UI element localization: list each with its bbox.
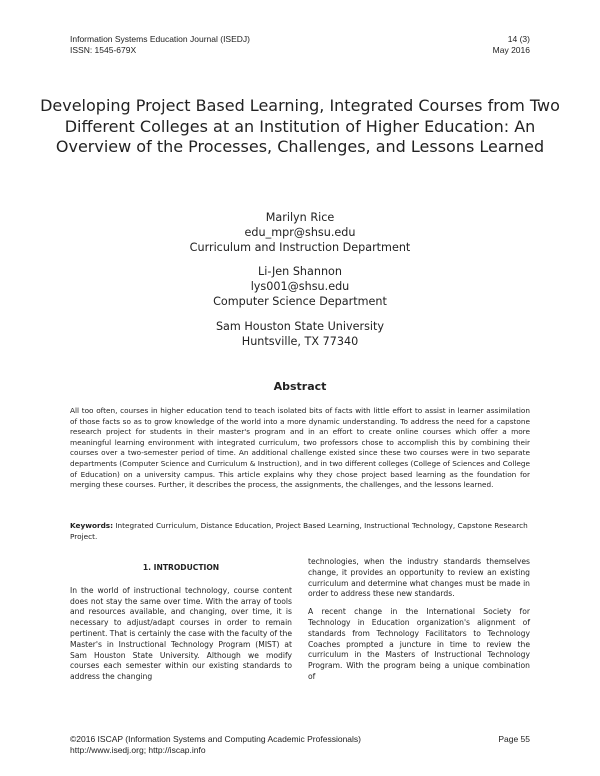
paragraph: A recent change in the International Society for Technology in Education organization's alignment of standards from Technology Facilitators to Technology Coaches prompted a juncture in time to review the curriculum in the Masters of Instructional Technology Program. With the program being a unique combination of bbox=[308, 607, 530, 681]
running-header-left bbox=[70, 34, 250, 56]
abstract-text: All too often, courses in higher education tend to teach isolated bits of facts with little effort to assist in learner assimilation of those facts so as to grow knowledge of the world into a more dynamic understanding. To address the need for a capstone research project for students in their master's program and in an effort to create online courses which offer a more meaningful learning environment with integrated curriculum, two professors chose to accomplish this by combining their courses over a two-semester period of time. An additional challenge existed since these two courses were in two separate departments (Computer Science and Curriculum & Instruction), and in two different colleges (College of Sciences and College of Education) on a university campus. This article explains why they chose project based learning as the foundation for merging these courses. Further, it describes the process, the assignments, the challenges, and the lessons learned. bbox=[70, 406, 530, 490]
paragraph: In the world of instructional technology, course content does not stay the same over time. With the array of tools and resources available, and changing, over time, it is necessary to adjust/adapt courses in order to remain pertinent. That is certainly the case with the faculty of the Master's in Instructional Technology Program (MIST) at Sam Houston State University. Although we modify courses each semester within our existing standards to address the changing bbox=[70, 585, 292, 682]
page-number: Page 55 bbox=[498, 734, 530, 744]
section-heading: 1. INTRODUCTION bbox=[142, 563, 220, 572]
keywords-label: Keywords: bbox=[70, 521, 114, 530]
keywords bbox=[70, 521, 530, 542]
university: Sam Houston State University bbox=[215, 320, 385, 333]
author-email: edu_mpr@shsu.edu bbox=[244, 226, 356, 240]
issn: ISSN: 1545-679X bbox=[70, 45, 137, 55]
issue-date: May 2016 bbox=[492, 45, 530, 55]
volume-issue: 14 (3) bbox=[507, 34, 530, 44]
author-block-1 bbox=[0, 210, 600, 256]
author-email: lys001@shsu.edu bbox=[250, 280, 350, 294]
right-column bbox=[308, 557, 530, 690]
affiliation-block bbox=[0, 319, 600, 349]
page-footer bbox=[70, 734, 530, 756]
location: Huntsville, TX 77340 bbox=[241, 335, 359, 349]
running-header-right bbox=[493, 34, 530, 56]
paragraph: technologies, when the industry standards themselves change, it provides an opportunity to review an existing curriculum and determine what changes must be made in order to address these new standards. bbox=[308, 557, 530, 599]
author-name: Li-Jen Shannon bbox=[258, 265, 342, 278]
copyright: ©2016 ISCAP (Information Systems and Computing Academic Professionals) bbox=[70, 734, 361, 744]
abstract-heading: Abstract bbox=[273, 380, 327, 393]
author-department: Computer Science Department bbox=[213, 295, 387, 309]
left-column bbox=[70, 557, 292, 690]
author-name: Marilyn Rice bbox=[265, 211, 335, 224]
author-department: Curriculum and Instruction Department bbox=[189, 241, 411, 255]
footer-urls: http://www.isedj.org; http://iscap.info bbox=[70, 745, 206, 755]
author-block-2 bbox=[0, 264, 600, 310]
keywords-text: Integrated Curriculum, Distance Education, Project Based Learning, Instructional Technology, Capstone Research Project. bbox=[70, 521, 528, 541]
journal-name: Information Systems Education Journal (ISEDJ) bbox=[70, 34, 250, 44]
paper-title: Developing Project Based Learning, Integrated Courses from Two Different Colleges at an Institution of Higher Education: An Overview of the Processes, Challenges, and Lessons Learned bbox=[40, 96, 560, 156]
